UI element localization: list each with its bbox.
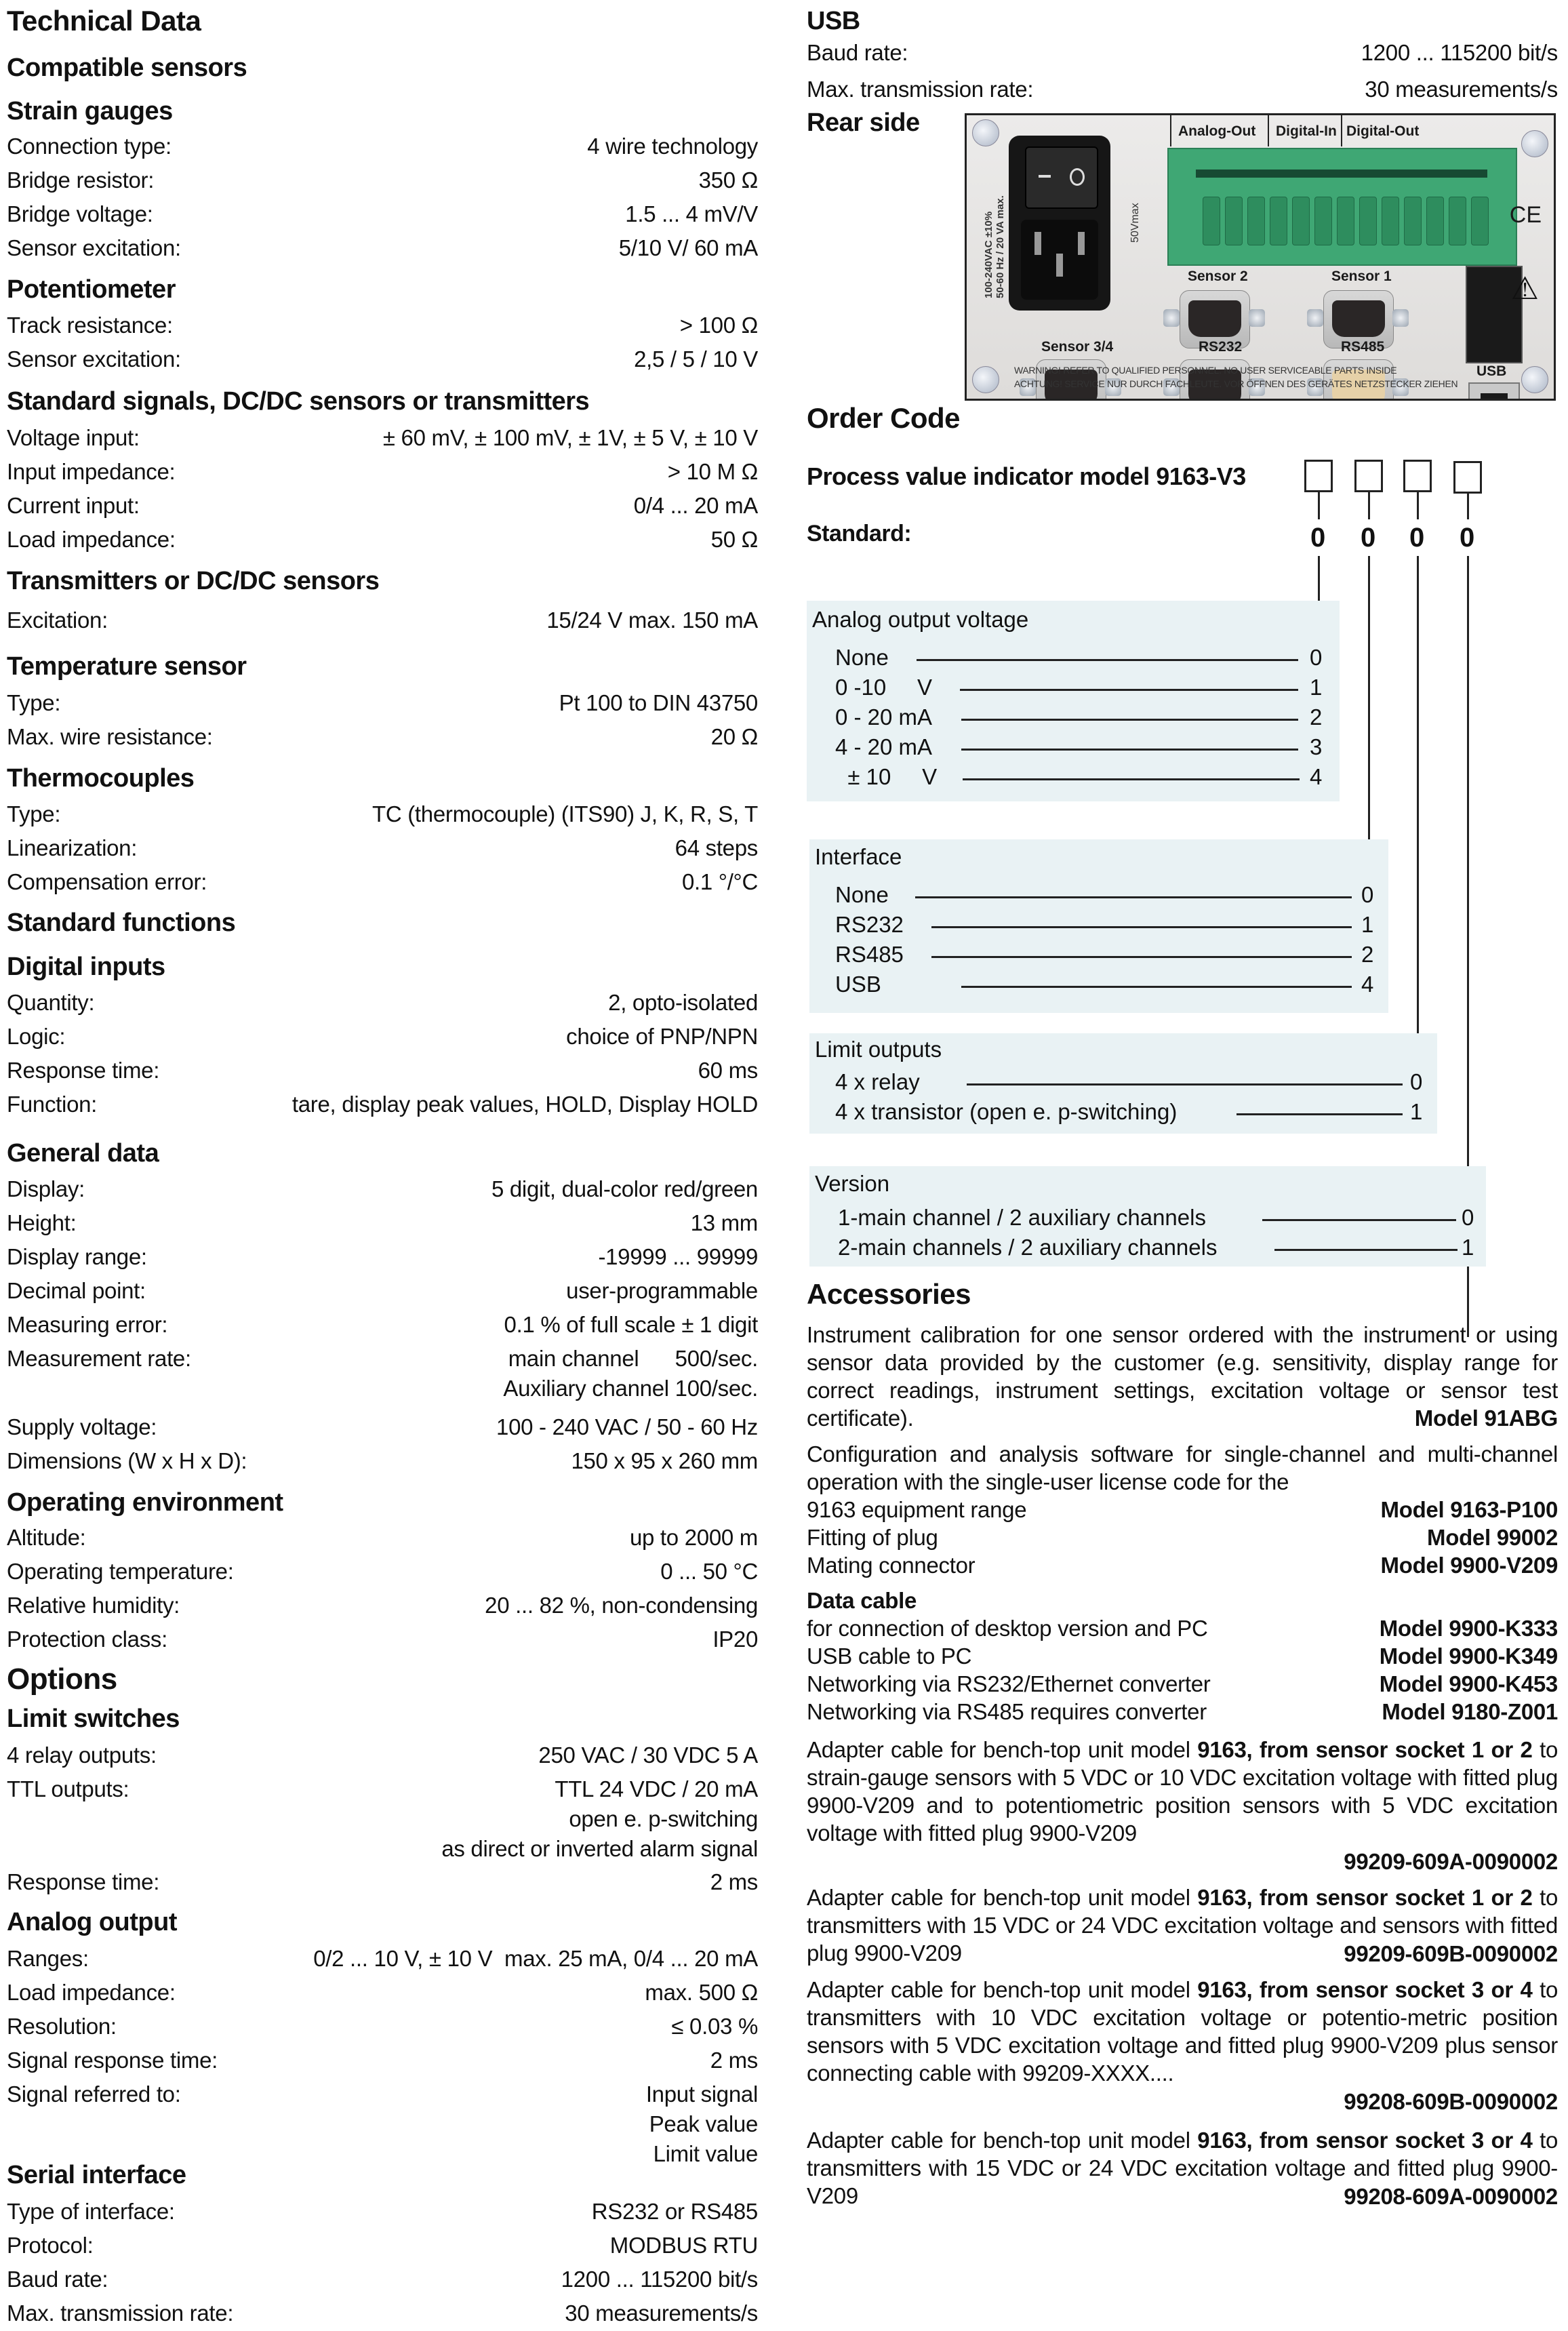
spec-value: 150 x 95 x 260 mm: [571, 1448, 758, 1473]
option-label: None: [835, 882, 889, 907]
product-name: Process value indicator model 9163-V3: [807, 462, 1246, 490]
accessory-label: for connection of desktop version and PC: [807, 1616, 1208, 1641]
spec-value: RS232 or RS485: [591, 2199, 758, 2224]
option-label: RS232: [835, 912, 904, 937]
spec-label: Max. wire resistance:: [7, 724, 213, 749]
spec-value: -19999 ... 99999: [598, 1244, 758, 1269]
spec-label: Connection type:: [7, 134, 172, 159]
option-group-title: Interface: [815, 844, 902, 869]
section-heading: Compatible sensors: [7, 54, 247, 82]
spec-label: Input impedance:: [7, 459, 176, 484]
spec-value: 13 mm: [690, 1210, 758, 1235]
option-label: 2-main channels / 2 auxiliary channels: [838, 1235, 1218, 1260]
section-heading: Strain gauges: [7, 97, 173, 125]
spec-value: tare, display peak values, HOLD, Display HOLD: [292, 1092, 758, 1117]
spec-value: 5/10 V/ 60 mA: [618, 235, 758, 260]
accessory-model: Model 9900-K349: [1379, 1643, 1558, 1669]
spec-value: TC (thermocouple) (ITS90) J, K, R, S, T: [371, 801, 758, 826]
code-digit-box: [1403, 460, 1432, 492]
spec-value: max. 500 Ω: [645, 1980, 758, 2005]
section-heading: Operating environment: [7, 1488, 283, 1517]
spec-value-line: TTL 24 VDC / 20 mA: [555, 1776, 758, 1801]
spec-value: 2 ms: [710, 1869, 758, 1894]
standard-digit: 0: [1460, 523, 1475, 553]
option-label: 4 - 20 mA: [835, 734, 933, 759]
port-label-sensor2: Sensor 2: [1188, 268, 1248, 284]
spec-value: > 100 Ω: [679, 313, 758, 338]
spec-value: choice of PNP/NPN: [566, 1024, 758, 1049]
spec-value: IP20: [712, 1627, 758, 1652]
spec-value-line: Peak value: [649, 2111, 758, 2136]
spec-label: Linearization:: [7, 835, 138, 860]
spec-label: Signal referred to:: [7, 2081, 181, 2107]
adapter-text: to transmitters with 15 VDC or 24 VDC excitation voltage and fitted plug 9900-V209: [807, 2128, 1558, 2208]
section-heading: Temperature sensor: [7, 652, 247, 681]
accessory-model: Model 99002: [1427, 1525, 1558, 1550]
warning-triangle-icon: ⚠: [1510, 271, 1539, 306]
power-switch-icon: [1025, 146, 1098, 209]
usb-b-port-icon: [1468, 382, 1520, 401]
spec-label: Measuring error:: [7, 1312, 168, 1337]
spec-label: Compensation error:: [7, 869, 207, 894]
spec-value: 60 ms: [698, 1058, 758, 1083]
warning-line: ACHTUNG! SERVICE NUR DURCH FACHLEUTE. VOR ÖFFNEN DES GERÄTES NETZSTECKER ZIEHEN: [1014, 378, 1458, 389]
standard-label: Standard:: [807, 521, 912, 546]
screw-icon: [1521, 130, 1548, 157]
spec-label: Quantity:: [7, 990, 95, 1015]
spec-value: up to 2000 m: [629, 1525, 758, 1550]
accessory-software: [807, 1440, 1558, 1496]
spec-label: Resolution:: [7, 2014, 117, 2039]
terminal-block-icon: [1167, 148, 1517, 266]
spec-value: 20 Ω: [710, 724, 758, 749]
spec-label: Type:: [7, 690, 61, 715]
spec-row: [7, 2079, 758, 2169]
option-group-title: Analog output voltage: [812, 607, 1029, 632]
adapter-text: to transmitters with 10 VDC excitation voltage or potentio-metric position sensors with 5 VDC excitation voltage and fitted plug 9900-V209 plus sensor connecting cable with 99209-XXXX....: [807, 1977, 1558, 2086]
power-inlet: [1009, 136, 1110, 311]
spec-value: 30 measurements/s: [565, 2300, 758, 2326]
spec-value: Pt 100 to DIN 43750: [559, 690, 758, 715]
spec-value-line: Limit value: [653, 2141, 758, 2166]
power-rating-line: 50-60 Hz / 20 VA max.: [994, 195, 1006, 298]
adapter-text: Adapter cable for bench-top unit model: [807, 1737, 1198, 1762]
screw-icon: [972, 119, 999, 146]
code-digit-box: [1453, 461, 1482, 494]
power-rating-line: 100-240VAC ±10%: [983, 211, 994, 298]
accessory-label: Mating connector: [807, 1553, 976, 1578]
spec-label: Dimensions (W x H x D):: [7, 1448, 247, 1473]
adapter-model: 99209-609B-0090002: [1344, 1941, 1558, 1966]
section-heading: Serial interface: [7, 2161, 186, 2189]
spec-value: [646, 2079, 758, 2169]
page-title: Technical Data: [7, 5, 201, 37]
spec-label: Decimal point:: [7, 1278, 146, 1303]
ce-mark-icon: CE: [1509, 202, 1542, 228]
spec-value: 0/2 ... 10 V, ± 10 V max. 25 mA, 0/4 ... 20 mA: [313, 1946, 758, 1971]
option-label: 0 -10 V: [835, 675, 933, 700]
adapter-bold-text: 9163, from sensor socket 1 or 2: [1197, 1737, 1533, 1762]
section-heading: USB: [807, 7, 860, 35]
adapter-bold-text: 9163, from sensor socket 3 or 4: [1197, 2128, 1533, 2153]
accessory-model: Model 9163-P100: [1380, 1497, 1558, 1522]
spec-value: 1200 ... 115200 bit/s: [561, 2267, 758, 2292]
spec-value: 0/4 ... 20 mA: [633, 493, 758, 518]
spec-label: Function:: [7, 1092, 98, 1117]
spec-value-line: Auxiliary channel 100/sec.: [503, 1376, 758, 1401]
port-label-sensor1: Sensor 1: [1331, 268, 1392, 284]
screw-icon: [972, 366, 999, 393]
spec-value: 1200 ... 115200 bit/s: [1361, 40, 1558, 65]
spec-value: [441, 1774, 758, 1864]
code-digit-box: [1354, 460, 1383, 492]
spec-value: 350 Ω: [698, 167, 758, 193]
spec-value: 4 wire technology: [587, 134, 758, 159]
spec-label: Voltage input:: [7, 425, 140, 450]
spec-value: 20 ... 82 %, non-condensing: [485, 1593, 758, 1618]
port-label-sensor34: Sensor 3/4: [1041, 339, 1114, 355]
port-label-rs232: RS232: [1199, 339, 1243, 355]
section-heading: Transmitters or DC/DC sensors: [7, 567, 380, 595]
accessory-model: Model 9180-Z001: [1382, 1699, 1558, 1724]
spec-label: Display range:: [7, 1244, 147, 1269]
spec-row: [7, 1774, 758, 1864]
port-label-digital-in: Digital-In: [1276, 123, 1337, 139]
spec-label: Altitude:: [7, 1525, 86, 1550]
spec-label: Relative humidity:: [7, 1593, 180, 1618]
spec-label: Bridge voltage:: [7, 201, 153, 226]
section-title: Order Code: [807, 402, 961, 434]
spec-value-line: main channel 500/sec.: [508, 1346, 758, 1371]
section-heading: Rear side: [807, 108, 920, 137]
spec-value: 0 ... 50 °C: [660, 1559, 758, 1584]
option-label: 1-main channel / 2 auxiliary channels: [838, 1205, 1206, 1230]
spec-value-line: as direct or inverted alarm signal: [441, 1836, 758, 1861]
warning-line: WARNING! REFER TO QUALIFIED PERSONNEL. NO USER SERVICEABLE PARTS INSIDE: [1014, 365, 1397, 376]
option-label: ± 10 V: [835, 764, 938, 789]
code-digit-box: [1304, 460, 1333, 492]
spec-label: Response time:: [7, 1869, 160, 1894]
standard-digit: 0: [1361, 523, 1376, 553]
accessory-calibration: [807, 1321, 1558, 1432]
adapter-model: 99208-609A-0090002: [1344, 2184, 1558, 2209]
option-label: 4 x transistor (open e. p-switching): [835, 1099, 1178, 1124]
section-heading: Standard functions: [7, 909, 236, 937]
spec-label: Ranges:: [7, 1946, 89, 1971]
option-code: 4: [1310, 764, 1323, 789]
spec-value: 1.5 ... 4 mV/V: [625, 201, 758, 226]
option-code: 0: [1361, 882, 1374, 907]
accessory-label: 9163 equipment range: [807, 1497, 1027, 1522]
port-label-digital-out: Digital-Out: [1346, 123, 1420, 139]
adapter-bold-text: 9163, from sensor socket 3 or 4: [1197, 1977, 1533, 2002]
section-title: Accessories: [807, 1278, 971, 1310]
spec-label: Display:: [7, 1176, 85, 1201]
option-group-title: Limit outputs: [815, 1037, 942, 1062]
spec-value: 64 steps: [675, 835, 758, 860]
adapter-bold-text: 9163, from sensor socket 1 or 2: [1197, 1885, 1533, 1910]
option-code: 1: [1361, 912, 1374, 937]
iec-socket-icon: [1021, 220, 1098, 300]
spec-label: Load impedance:: [7, 1980, 176, 2005]
accessory-model: Model 9900-K333: [1379, 1616, 1558, 1641]
spec-value: 2 ms: [710, 2048, 758, 2073]
adapter-cable-item: [807, 1736, 1558, 1875]
adapter-cable-item: [807, 1976, 1558, 2115]
section-heading: Analog output: [7, 1908, 177, 1936]
spec-label: Protection class:: [7, 1627, 168, 1652]
accessory-model: Model 91ABG: [1414, 1406, 1558, 1431]
spec-value: 30 measurements/s: [1365, 77, 1558, 102]
option-label: 4 x relay: [835, 1069, 920, 1094]
spec-value: 100 - 240 VAC / 50 - 60 Hz: [496, 1414, 758, 1439]
adapter-model: 99209-609A-0090002: [1344, 1849, 1558, 1874]
standard-digit: 0: [1310, 523, 1326, 553]
accessory-label: Fitting of plug: [807, 1525, 938, 1550]
spec-label: Protocol:: [7, 2233, 94, 2258]
spec-label: Type:: [7, 801, 61, 826]
option-code: 3: [1310, 734, 1323, 759]
option-code: 2: [1310, 704, 1323, 730]
spec-value: 2,5 / 5 / 10 V: [634, 346, 758, 372]
option-code: 4: [1361, 972, 1374, 997]
adapter-text: Adapter cable for bench-top unit model: [807, 2128, 1198, 2153]
accessory-label: Networking via RS485 requires converter: [807, 1699, 1207, 1724]
section-heading: Digital inputs: [7, 953, 165, 981]
spec-label: Supply voltage:: [7, 1414, 157, 1439]
spec-label: Excitation:: [7, 607, 108, 633]
spec-label: Height:: [7, 1210, 77, 1235]
spec-value: > 10 M Ω: [667, 459, 758, 484]
spec-value: ± 60 mV, ± 100 mV, ± 1V, ± 5 V, ± 10 V: [382, 425, 758, 450]
section-heading: Standard signals, DC/DC sensors or transmitters: [7, 387, 590, 416]
port-label-analog-out: Analog-Out: [1178, 123, 1256, 139]
adapter-text: Adapter cable for bench-top unit model: [807, 1885, 1198, 1910]
spec-row: [7, 1344, 758, 1403]
spec-value: 0.1 °/°C: [681, 869, 758, 894]
option-code: 0: [1410, 1069, 1423, 1094]
option-group-title: Version: [815, 1171, 890, 1196]
option-code: 1: [1462, 1235, 1474, 1260]
spec-value: 15/24 V max. 150 mA: [546, 607, 758, 633]
spec-value: 2, opto-isolated: [608, 990, 758, 1015]
option-code: 1: [1310, 675, 1323, 700]
section-title: Options: [7, 1662, 117, 1696]
accessory-description: Instrument calibration for one sensor ordered with the instrument or using sensor data provided by the customer (e.g. sensitivity, display range for correct readings, instrument settings, excitation voltage or sensor test certificate).: [807, 1322, 1558, 1431]
subheading: Data cable: [807, 1588, 917, 1613]
option-code: 1: [1410, 1099, 1423, 1124]
spec-label: Operating temperature:: [7, 1559, 234, 1584]
accessory-description: Configuration and analysis software for single-channel and multi-channel operation with the single-user license code for the: [807, 1441, 1558, 1494]
spec-label: Load impedance:: [7, 527, 176, 552]
spec-value-line: open e. p-switching: [569, 1806, 758, 1831]
option-label: USB: [835, 972, 881, 997]
option-label: None: [835, 645, 889, 670]
option-code: 0: [1462, 1205, 1474, 1230]
spec-value: 50 Ω: [710, 527, 758, 552]
section-heading: Potentiometer: [7, 275, 176, 304]
spec-label: Max. transmission rate:: [807, 77, 1034, 102]
section-heading: General data: [7, 1139, 159, 1168]
accessory-model: Model 9900-K453: [1379, 1671, 1558, 1696]
option-code: 2: [1361, 942, 1374, 967]
section-heading: Thermocouples: [7, 764, 195, 793]
spec-label: Sensor excitation:: [7, 235, 181, 260]
port-label-rs485: RS485: [1341, 339, 1385, 355]
spec-label: TTL outputs:: [7, 1776, 129, 1801]
max-voltage-label: 50Vmax: [1129, 203, 1141, 243]
adapter-model: 99208-609B-0090002: [1344, 2089, 1558, 2114]
spec-label: Bridge resistor:: [7, 167, 155, 193]
spec-label: Type of interface:: [7, 2199, 175, 2224]
spec-label: Sensor excitation:: [7, 346, 181, 372]
spec-label: Baud rate:: [7, 2267, 108, 2292]
adapter-text: to transmitters with 15 VDC or 24 VDC excitation voltage and sensors with fitted plug 9900-V209: [807, 1885, 1558, 1966]
adapter-cable-item: [807, 2126, 1558, 2210]
spec-value: MODBUS RTU: [609, 2233, 758, 2258]
adapter-text: Adapter cable for bench-top unit model: [807, 1977, 1198, 2002]
accessory-label: Networking via RS232/Ethernet converter: [807, 1671, 1211, 1696]
spec-value: [503, 1344, 758, 1403]
spec-value-line: Input signal: [645, 2081, 758, 2107]
spec-label: Max. transmission rate:: [7, 2300, 234, 2326]
rear-panel-image: [965, 113, 1556, 401]
spec-value: 250 VAC / 30 VDC 5 A: [538, 1742, 758, 1768]
port-label-usb: USB: [1476, 363, 1507, 379]
option-label: 0 - 20 mA: [835, 704, 933, 730]
option-code: 0: [1310, 645, 1323, 670]
spec-value: 5 digit, dual-color red/green: [491, 1176, 758, 1201]
power-rating-label: [983, 195, 1006, 298]
section-heading: Limit switches: [7, 1705, 180, 1733]
spec-label: Baud rate:: [807, 40, 908, 65]
adapter-cable-item: [807, 1884, 1558, 1968]
spec-label: Measurement rate:: [7, 1346, 191, 1371]
accessory-model: Model 9900-V209: [1380, 1553, 1558, 1578]
spec-value: 0.1 % of full scale ± 1 digit: [504, 1312, 758, 1337]
screw-icon: [1521, 366, 1548, 393]
spec-value: user-programmable: [566, 1278, 758, 1303]
spec-label: Current input:: [7, 493, 140, 518]
standard-digit: 0: [1409, 523, 1425, 553]
spec-label: 4 relay outputs:: [7, 1742, 157, 1768]
spec-label: Logic:: [7, 1024, 66, 1049]
spec-label: Response time:: [7, 1058, 160, 1083]
spec-value: ≤ 0.03 %: [671, 2014, 758, 2039]
adapter-text: to strain-gauge sensors with 5 VDC or 10 VDC excitation voltage with fitted plug 9900-V209 and to potentiometric position sensors with 5 VDC excitation voltage with fitted plug 9900-V209: [807, 1737, 1558, 1846]
spec-label: Track resistance:: [7, 313, 173, 338]
accessory-label: USB cable to PC: [807, 1643, 972, 1669]
option-label: RS485: [835, 942, 904, 967]
warning-text: [1014, 363, 1458, 391]
spec-label: Signal response time:: [7, 2048, 218, 2073]
